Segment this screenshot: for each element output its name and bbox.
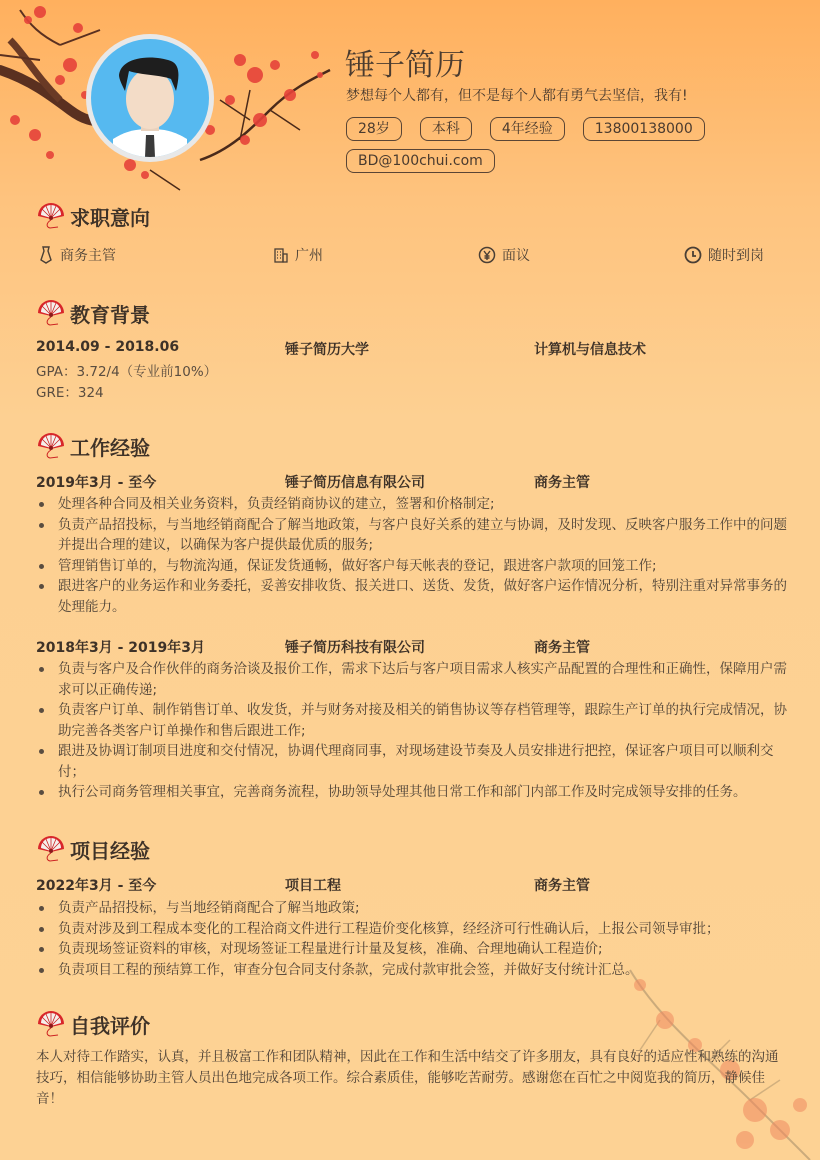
intent-city: 广州 — [273, 245, 323, 265]
intent-salary: 面议 — [478, 245, 530, 265]
degree-tag: 本科 — [420, 117, 472, 141]
section-title-project: 项目经验 — [36, 835, 150, 864]
list-item: 跟进及协调订制项目进度和交付情况，协调代理商同事，对现场建设节奏及人员安排进行把控，保证客户项目可以顺利交付； — [36, 741, 788, 782]
project-bullets — [36, 898, 788, 980]
section-title-intent: 求职意向 — [36, 202, 150, 231]
list-item: 负责与客户及合作伙伴的商务洽谈及报价工作，需求下达后与客户项目需求人核实产品配置的合理性和正确性，保障用户需求可以正确传递; — [36, 659, 788, 700]
education-major: 计算机与信息技术 — [534, 342, 646, 358]
education-school: 锤子简历大学 — [285, 342, 369, 358]
list-item: 负责产品招投标，与当地经销商配合了解当地政策; — [36, 898, 788, 919]
list-item: 负责对涉及到工程成本变化的工程洽商文件进行工程造价变化核算，经经济可行性确认后，上报公司领导审批； — [36, 919, 788, 940]
fan-icon — [36, 203, 66, 231]
job-role: 商务主管 — [534, 475, 590, 491]
section-title-work: 工作经验 — [36, 432, 150, 461]
project-period: 2022年3月 - 至今 — [36, 878, 157, 894]
tie-icon — [38, 246, 54, 264]
job-bullets — [36, 494, 788, 617]
job-bullets — [36, 659, 788, 803]
fan-icon — [36, 300, 66, 328]
intent-position: 商务主管 — [38, 245, 116, 265]
job-company: 锤子简历信息有限公司 — [285, 475, 425, 491]
person-icon — [91, 39, 209, 157]
job-company: 锤子简历科技有限公司 — [285, 640, 425, 656]
building-icon — [273, 247, 289, 263]
motto: 梦想每个人都有，但不是每个人都有勇气去坚信，我有! — [346, 88, 688, 104]
experience-tag: 4年经验 — [490, 117, 565, 141]
yen-icon — [478, 246, 496, 264]
list-item: 执行公司商务管理相关事宜，完善商务流程，协助领导处理其他日常工作和部门内部工作及时完成领导安排的任务。 — [36, 782, 788, 803]
section-title-education: 教育背景 — [36, 299, 150, 328]
project-role: 商务主管 — [534, 878, 590, 894]
list-item: 负责项目工程的预结算工作，审查分包合同支付条款，完成付款审批会签，并做好支付统计汇总。 — [36, 960, 788, 981]
education-period: 2014.09 - 2018.06 — [36, 339, 180, 355]
list-item: 处理各种合同及相关业务资料，负责经销商协议的建立，签署和价格制定; — [36, 494, 788, 515]
fan-icon — [36, 836, 66, 864]
resume-name: 锤子简历 — [345, 48, 465, 83]
list-item: 跟进客户的业务运作和业务委托，妥善安排收货、报关进口、送货、发货，做好客户运作情况分析，特别注重对异常事务的处理能力。 — [36, 576, 788, 617]
avatar — [86, 34, 214, 162]
project-name: 项目工程 — [285, 878, 341, 894]
age-tag: 28岁 — [346, 117, 402, 141]
list-item: 负责产品招投标，与当地经销商配合了解当地政策，与客户良好关系的建立与协调，及时发现、反映客户服务工作中的问题并提出合理的建议，以确保为客户提供最优质的服务; — [36, 515, 788, 556]
job-period: 2019年3月 - 至今 — [36, 475, 157, 491]
list-item: 负责客户订单、制作销售订单、收发货，并与财务对接及相关的销售协议等存档管理等，跟踪生产订单的执行完成情况，协助完善各类客户订单操作和售后跟进工作; — [36, 700, 788, 741]
clock-icon — [684, 246, 702, 264]
job-period: 2018年3月 - 2019年3月 — [36, 640, 205, 656]
job-role: 商务主管 — [534, 640, 590, 656]
section-title-self: 自我评价 — [36, 1010, 150, 1039]
email-tag[interactable]: BD@100chui.com — [346, 149, 495, 173]
fan-icon — [36, 433, 66, 461]
info-tags — [346, 117, 766, 173]
list-item: 负责现场签证资料的审核，对现场签证工程量进行计量及复核，准确、合理地确认工程造价; — [36, 939, 788, 960]
education-gpa: GPA：3.72/4（专业前10%） — [36, 364, 218, 380]
education-gre: GRE：324 — [36, 385, 104, 401]
list-item: 管理销售订单的，与物流沟通，保证发货通畅，做好客户每天帐表的登记，跟进客户款项的回笼工作; — [36, 556, 788, 577]
self-evaluation-text: 本人对待工作踏实，认真，并且极富工作和团队精神，因此在工作和生活中结交了许多朋友，具有良好的适应性和熟练的沟通技巧，相信能够协助主管人员出色地完成各项工作。综合素质佳，能够吃苦耐劳。感谢您在百忙之中阅览我的简历，静候佳音！ — [36, 1049, 779, 1107]
fan-icon — [36, 1011, 66, 1039]
intent-availability: 随时到岗 — [684, 245, 764, 265]
phone-tag[interactable]: 13800138000 — [583, 117, 705, 141]
